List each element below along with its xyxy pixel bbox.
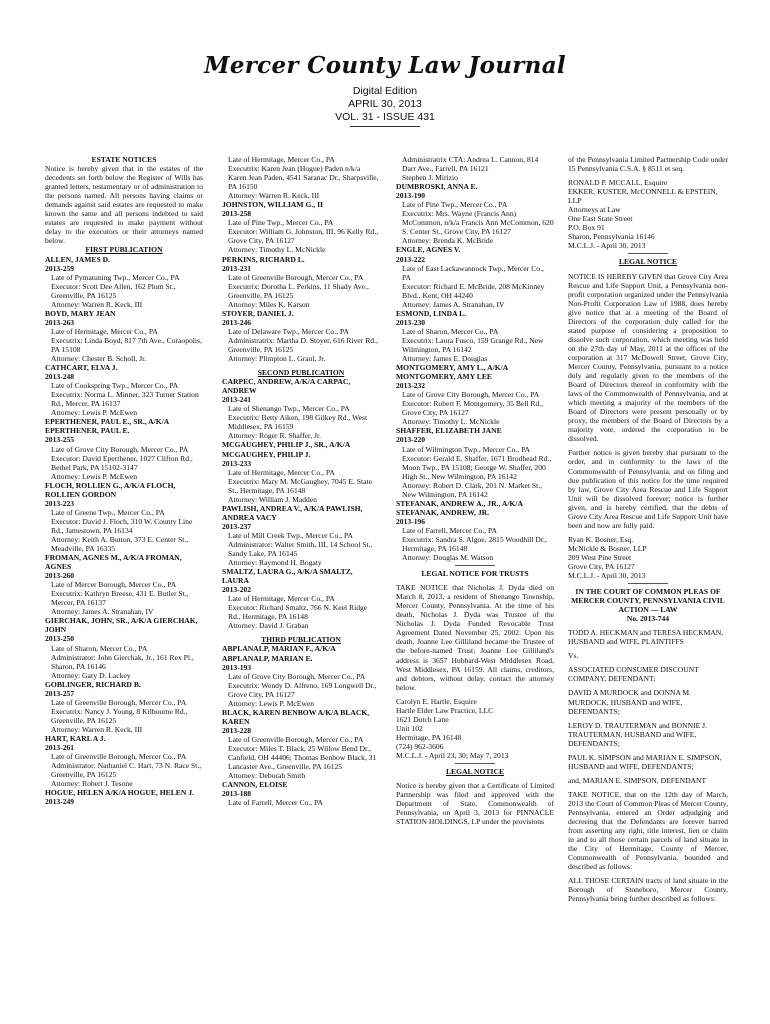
- notice-line: Ryan K. Bosner, Esq.: [568, 534, 634, 544]
- estate-name: 2013-231: [222, 263, 252, 273]
- estate-detail: Executor: Richard Smaltz, 766 N. Keel Ridge Rd., Hermitage, PA 16148: [228, 603, 368, 622]
- estate-name: 2013-190: [396, 191, 426, 201]
- estate-name: EPERTHENER, PAUL E., SR., A/K/A EPERTHENER, PAUL E.: [45, 417, 169, 436]
- notice-line: One East State Street: [568, 214, 633, 224]
- estate-detail: Late of Pine Twp., Mercer Co., PA: [228, 218, 334, 228]
- estate-name: 2013-196: [396, 516, 426, 526]
- estate-name: 2013-232: [396, 381, 426, 391]
- notice-line: Unit 102: [396, 723, 423, 733]
- notice-line: McNickle & Bosner, LLP: [568, 543, 647, 553]
- estate-detail: Executrix: Betty Aiken, 198 Gilkey Rd., West Middlesex, PA 16159: [228, 413, 368, 432]
- estate-detail: Attorney: Warren R. Keck, III: [51, 724, 143, 734]
- notice-line: M.C.L.J. - April 30, 2013: [568, 241, 646, 251]
- notice-line: RONALD P. MCCALL, Esquire: [568, 178, 668, 188]
- estate-detail: Executrix: Dorotha L. Perkins, 11 Shady Ave., Greenville, PA 16125: [228, 281, 369, 300]
- section-heading-text: LEGAL NOTICE: [618, 257, 678, 267]
- masthead: [0, 52, 770, 127]
- estate-name: BLACK, KAREN BENBOW A/K/A BLACK, KAREN: [222, 707, 370, 726]
- section-heading: [568, 257, 728, 266]
- estate-name: 2013-263: [45, 317, 75, 327]
- estate-detail: Late of Pine Twp., Mercer Co., PA: [402, 200, 508, 210]
- estate-detail: Attorney: Robert D. Clark, 201 N. Market St., New Wilmington, PA 16142: [402, 480, 543, 499]
- estate-name: SMALTZ, LAURA G., A/K/A SMALTZ, LAURA: [222, 567, 353, 586]
- estate-detail: Executor: David J. Floch, 310 W. County Line Rd., Jamestown, PA 16134: [51, 516, 193, 535]
- estate-detail: Attorney: Gary D. Lackey: [51, 670, 131, 680]
- estate-detail: Attorney: Chester B. Scholl, Jr.: [51, 354, 147, 364]
- notice-line: PAUL K. SIMPSON and MARIAN E. SIMPSON, HUSBAND and WIFE, DEFENDANTS;: [568, 752, 722, 771]
- estate-name: PERKINS, RICHARD L.: [222, 254, 305, 264]
- estate-detail: Late of Sharon, Mercer Co., PA: [51, 643, 148, 653]
- estate-detail: Late of Grove City Borough, Mercer Co., PA: [51, 444, 189, 454]
- estate-detail: Attorney: Roger R. Shaffer, Jr.: [228, 431, 321, 441]
- notice-line: M.C.L.J. - April 30, 2013: [568, 571, 646, 581]
- estate-detail: Attorney: Deborah Smith: [228, 771, 306, 781]
- estate-detail: Late of Greenville Borough, Mercer Co., PA: [51, 697, 187, 707]
- estate-detail: Attorney: James A. Stranahan, IV: [402, 299, 505, 309]
- estate-detail: Attorney: Miles K. Karson: [228, 299, 310, 309]
- estate-detail: Late of Greenville Borough, Mercer Co., PA: [228, 734, 364, 744]
- notice-line: Hartle Elder Law Practice, LLC: [396, 705, 494, 715]
- estate-detail: Executor: Richard E. McBride, 208 McKinney Blvd., Kent, OH 44240: [402, 281, 545, 300]
- estate-detail: Attorney: Robert J. Tesone: [51, 779, 133, 789]
- estate-name: DUMBROSKI, ANNA E.: [396, 182, 478, 192]
- notice-paragraph: Further notice is given hereby that pursuant to the order, and in conformity to the laws of the Commonwealth of Pennsylvania, and on filing and due publication of this notice for the time required by law, Grove City Area Rescue and Life Support Unit will be dissolved forever; notice is further given, and is hereby certified, that the debts of Grove City Area Rescue and Life Support Unit have been and now are fully paid.: [568, 448, 728, 530]
- issue-date: APRIL 30, 2013: [348, 98, 422, 110]
- column-1: [45, 155, 203, 1021]
- estate-detail: Late of Wilmington Twp., Mercer Co., PA: [402, 444, 531, 454]
- estate-name: PAWLISH, ANDREA V., A/K/A PAWLISH, ANDREA VACY: [222, 503, 363, 522]
- estate-detail: Executor: Gerald E. Shaffer, 1671 Brodhead Rd., Moon Twp., PA 15108; George W. Shaffer, 200 High St., New Wilmington, PA 16142: [402, 453, 552, 481]
- estate-detail: Executrix: Mrs. Wayne (Francis Ann) McCommon, n/k/a Francis Ann McCommon, 620 S. Center St., Grove City, PA 16127: [402, 209, 554, 237]
- estate-detail: Late of Delaware Twp., Mercer Co., PA: [228, 326, 349, 336]
- notice-line: TODD A. HECKMAN and TERESA HECKMAN, HUSBAND and WIFE, PLAINTIFFS: [568, 628, 724, 647]
- notice-paragraph: Notice is hereby given that in the estates of the decedents set forth below the Register of Wills has granted letters, testamentary or of administration to the persons named. All persons having claims or demands against said estates are requested to make known the same and all persons indebted to said estates are requested to make payment without delay to the executors or their attorneys named below.: [45, 164, 203, 246]
- section-heading-text: LEGAL NOTICE: [445, 767, 505, 777]
- estate-detail: Attorney: Lewis P. McEwen: [51, 471, 138, 481]
- notice-paragraph: of the Pennsylvania Limited Partnership Code under 15 Pennsylvania C.S.A. § 8511 et seq.: [568, 155, 728, 174]
- section-heading-text: FIRST PUBLICATION: [85, 245, 163, 255]
- estate-name: 2013-249: [45, 797, 75, 807]
- column-4: [568, 155, 728, 1021]
- estate-name: 2013-237: [222, 521, 252, 531]
- estate-detail: Attorney: James E. Douglas: [402, 354, 488, 364]
- edition-label: Digital Edition: [352, 85, 418, 97]
- estate-detail: Executrix: Karen Jean (Hogue) Paden n/k/a Karen Jean Paden, 4541 Saranac Dr., Sharpsville, PA 16150: [228, 164, 379, 192]
- estate-name: CATHCART, ELVA J.: [45, 363, 118, 373]
- estate-detail: Late of Hermitage, Mercer Co., PA: [228, 155, 335, 164]
- estate-name: FLOCH, ROLLIEN G., A/K/A FLOCH, ROLLIEN GORDON: [45, 480, 176, 499]
- estate-name: ALLEN, JAMES D.: [45, 254, 110, 264]
- estate-detail: Attorney: Brenda K. McBride: [402, 236, 494, 246]
- section-heading: [396, 767, 554, 776]
- notice-line: 1621 Dutch Lane: [396, 714, 449, 724]
- estate-name: ENGLE, AGNES V.: [396, 245, 461, 255]
- estate-name: BOYD, MARY JEAN: [45, 308, 116, 318]
- estate-name: 2013-220: [396, 435, 426, 445]
- notice-line: EKKER, KUSTER, McCONNELL & EPSTEIN, LLP: [568, 187, 718, 206]
- estate-name: HART, KARL A J.: [45, 734, 106, 743]
- estate-detail: Late of Pymatuning Twp., Mercer Co., PA: [51, 272, 180, 282]
- notice-line: LEROY D. TRAUTERMAN and BONNIE J. TRAUTERMAN, HUSBAND and WIFE, DEFENDANTS;: [568, 720, 708, 748]
- estate-name: 2013-202: [222, 585, 252, 595]
- estate-name: MONTGOMERY, AMY L., A/K/A MONTGOMERY, AMY LEE: [396, 363, 508, 382]
- estate-name: 2013-241: [222, 395, 252, 405]
- section-heading: [222, 635, 380, 644]
- estate-name: 2013-250: [45, 634, 75, 644]
- estate-name: 2013-222: [396, 254, 426, 264]
- estate-detail: Attorney: Keith A. Button, 373 E. Center St., Meadville, PA 16335: [51, 534, 189, 554]
- estate-detail: Attorney: Timothy L. McNickle: [402, 417, 500, 427]
- estate-detail: Executor: Scott Dee Allen, 162 Plum St., Greenville, PA 16125: [51, 281, 176, 300]
- estate-detail: Attorney: Warren R. Keck, III: [228, 191, 320, 201]
- column-3: [396, 155, 554, 1021]
- estate-detail: Executrix: Sandra S. Algoe, 2815 Woodhill Dr., Hermitage, PA 16148: [402, 534, 547, 554]
- estate-detail: Attorney: James A. Stranahan, IV: [51, 607, 154, 617]
- estate-detail: Late of Farrell, Mercer Co., PA: [228, 798, 324, 808]
- section-heading-text: SECOND PUBLICATION: [257, 368, 345, 378]
- estate-name: 2013-259: [45, 263, 75, 273]
- section-heading: [45, 245, 203, 254]
- notice-line: P.O. Box 91: [568, 223, 605, 233]
- section-heading: ESTATE NOTICES: [91, 155, 157, 164]
- notice-paragraph: NOTICE IS HEREBY GIVEN that Grove City Area Rescue and Life Support Unit, a Pennsylvania non-profit corporation organized under the Pennsylvania Non-Profit Corporation Law of 1988, does hereby give notice that at a meeting of the Board of Directors of the corporation duly called for the stated purpose of considering a proposition to dissolve such corporation, which meeting was held on the 27th day of May, 2011 at the offices of the corporation at 317 McDowell Street, Grove City, Mercer County, Pennsylvania, pursuant to a notice duly and regularly given to the members of the Board of Directors thereof in conformity with the laws of the Commonwealth of Pennsylvania, and at which meeting a majority of the members of the Board of Directors were present personally or by proxy, the members of the Board of Directors by a majority vote, ordered the corporation to be dissolved.: [568, 271, 728, 444]
- estate-detail: Executor: Robert F. Montgomery, 35 Bell Rd., Grove City, PA 16127: [402, 399, 544, 418]
- estate-detail: Late of East Lackawannock Twp., Mercer Co., PA: [402, 263, 544, 282]
- column-2: [222, 155, 380, 1021]
- estate-detail: Late of Hermitage, Mercer Co., PA: [228, 467, 335, 477]
- estate-name: JOHNSTON, WILLIAM G., II: [222, 200, 323, 210]
- estate-detail: Late of Cookspring Twp., Mercer Co., PA: [51, 381, 179, 391]
- estate-detail: Late of Greenville Borough, Mercer Co., PA: [228, 272, 364, 282]
- estate-name: CANNON, ELOISE: [222, 780, 288, 790]
- estate-detail: Attorney: Douglas M. Watson: [402, 553, 494, 563]
- estate-name: 2013-188: [222, 789, 252, 799]
- estate-detail: Executrix: Laura Fusco, 159 Grange Rd., New Wilmington, PA 16142: [402, 335, 544, 354]
- publication-title: Mercer County Law Journal: [204, 52, 566, 79]
- notice-line: Grove City, PA 16127: [568, 561, 635, 571]
- estate-detail: Late of Greene Twp., Mercer Co., PA: [51, 507, 165, 517]
- notice-paragraph: Notice is hereby given that a Certificate of Limited Partnership was filed and approved with the Department of State, Commonwealth of Pennsylvania, on April 3, 2013 for PINNACLE STATION HOLDINGS, LP under the provisions: [396, 781, 554, 827]
- estate-detail: Late of Sharon, Mercer Co., PA: [402, 326, 499, 336]
- notice-line: M.C.L.J. - April 23, 30; May 7, 2013: [396, 751, 509, 760]
- estate-name: HOGUE, HELEN A/K/A HOGUE, HELEN J.: [45, 788, 194, 798]
- estate-detail: Late of Grove City Borough, Mercer Co., PA: [228, 671, 366, 681]
- estate-name: 2013-258: [222, 209, 252, 219]
- estate-detail: Late of Greenville Borough, Mercer Co., PA: [51, 752, 187, 762]
- section-divider: [628, 253, 668, 254]
- court-caption: IN THE COURT OF COMMON PLEAS OF MERCER COUNTY, PENNSYLVANIA CIVIL ACTION — LAW: [571, 587, 725, 615]
- estate-detail: Late of Grove City Borough, Mercer Co., PA: [402, 390, 540, 400]
- estate-detail: Administrator: Nathaniel C. Hart, 73 N. Race St., Greenville, PA 16125: [51, 761, 202, 780]
- notice-paragraph: TAKE NOTICE, that on the 12th day of March, 2013 the Court of Common Pleas of Mercer County, Pennsylvania, entered an Order adjudging and decreeing that the Defendants are forever barred from asserting any right, title interest, lien or claim in and to all those certain parcels of land situate in the City of Hermitage, County of Mercer, Commonwealth of Pennsylvania, bounded and described as follows:: [568, 789, 728, 872]
- estate-detail: Attorney: David J. Graban: [228, 621, 309, 631]
- notice-line: Hermitage, PA 16148: [396, 732, 462, 742]
- section-heading: LEGAL NOTICE FOR TRUSTS: [421, 569, 529, 579]
- notice-line: ASSOCIATED CONSUMER DISCOUNT COMPANY, DEFENDANT;: [568, 665, 699, 684]
- estate-detail: Late of Hermitage, Mercer Co., PA: [51, 326, 158, 336]
- estate-name: 2013-230: [396, 317, 426, 327]
- notice-line: Carolyn E. Hartle, Esquire: [396, 696, 477, 706]
- notice-line: Sharon, Pennsylvania 16146: [568, 232, 655, 242]
- estate-detail: Attorney: William J. Madden: [228, 494, 317, 504]
- estate-detail: Administratrix: Martha D. Stoyer, 616 River Rd., Greenville, PA 16125: [228, 335, 378, 354]
- estate-detail: Attorney: Plimpton L. Graul, Jr.: [228, 354, 326, 364]
- estate-detail: Executor: Miles T. Black, 25 Willow Bend Dr., Canfield, OH 44406; Thomas Benbow Black, 31 Lancaster Ave., Greenville, PA 16125: [228, 744, 377, 772]
- section-heading: [222, 368, 380, 377]
- masthead-divider: [350, 126, 420, 127]
- notice-line: (724) 962-3606: [396, 741, 444, 751]
- estate-name: 2013-246: [222, 317, 252, 327]
- estate-detail: Late of Shenango Twp., Mercer Co., PA: [228, 404, 350, 414]
- estate-name: 2013-233: [222, 458, 252, 468]
- estate-name: STEFANAK, ANDREW A., JR., A/K/A STEFANAK, ANDREW, JR.: [396, 498, 523, 517]
- estate-name: 2013-260: [45, 571, 75, 581]
- estate-name: FROMAN, AGNES M., A/K/A FROMAN, AGNES: [45, 553, 182, 572]
- estate-detail: Attorney: Timothy L. McNickle: [228, 245, 326, 255]
- notice-line: Attorneys at Law: [568, 205, 621, 215]
- section-divider: [455, 763, 495, 764]
- estate-detail: Executor: David Eperthener, 1027 Clifton Rd., Bethel Park, PA 15102-3147: [51, 453, 193, 472]
- estate-detail: Late of Mill Creek Twp., Mercer Co., PA: [228, 530, 353, 540]
- estate-detail: Attorney: Lewis P. McEwen: [228, 698, 315, 708]
- estate-name: MCGAUGHEY, PHILIP J., SR., A/K/A MCGAUGHEY, PHILIP J.: [222, 440, 350, 459]
- court-caption: No. 2013-744: [626, 614, 670, 624]
- estate-detail: Stephen J. Mirizio: [402, 173, 458, 183]
- estate-detail: Executrix: Linda Boyd, 817 7th Ave., Coraopolis, PA 15108: [51, 335, 202, 354]
- notice-paragraph: TAKE NOTICE that Nicholas J. Dyda died on March 8, 2013, a resident of Shenango Township, Mercer County, Pennsylvania. At the time of his death, Nicholas J. Dyda was Trustee of the Nicholas J. Dyda Funded Revocable Trust Agreement Dated November 25, 2002. Upon his death, Joanne Lee Gilliland became the Trustee of the before-named Trust; Joanne Lee Gilliland's address is 3657 Hubbard-West Middlesex Road, West Middlesex, PA 16159. All claims, creditors, and debtors, without delay, contact the attorney below.: [396, 583, 554, 692]
- estate-detail: Executrix: Nancy J. Young, 8 Kilbourne Rd., Greenville, PA 16125: [51, 706, 188, 725]
- estate-name: STOYER, DANIEL J.: [222, 308, 294, 318]
- estate-detail: Attorney: Lewis P. McEwen: [51, 408, 138, 418]
- estate-detail: Administrator: Walter Smith, III, 14 School St., Sandy Lake, PA 16145: [228, 539, 373, 559]
- estate-name: GOBLINGER, RICHARD B.: [45, 679, 141, 689]
- estate-detail: Executor: William G. Johnston, III, 96 Kelly Rd., Grove City, PA 16127: [228, 227, 379, 246]
- notice-line: 209 West Pine Street: [568, 552, 632, 562]
- estate-name: 2013-228: [222, 725, 252, 735]
- estate-name: ABPLANALP, MARIAN F., A/K/A ABPLANALP, MARIAN E.: [222, 644, 336, 663]
- estate-detail: Attorney: Warren R. Keck, III: [51, 299, 143, 309]
- estate-detail: Executrix: Wendy D. Alfreno, 169 Longwell Dr., Grove City, PA 16127: [228, 680, 377, 699]
- estate-name: SHAFFER, ELIZABETH JANE: [396, 426, 502, 436]
- notice-line: DAVID A MURDOCK and DONNA M. MURDOCK, HUSBAND and WIFE, DEFENDANTS;: [568, 688, 692, 716]
- estate-detail: Executrix: Kathryn Breese, 431 E. Butler St., Mercer, PA 16137: [51, 589, 189, 608]
- estate-name: 2013-248: [45, 372, 75, 382]
- estate-name: 2013-255: [45, 435, 75, 445]
- estate-name: GIERCHAK, JOHN, SR., A/K/A GIERCHAK, JOHN: [45, 616, 198, 635]
- volume-issue: VOL. 31 - ISSUE 431: [335, 111, 435, 123]
- notice-paragraph: ALL THOSE CERTAIN tracts of land situate in the Borough of Stoneboro, Mercer County, Pennsylvania being further described as follows:: [568, 876, 728, 904]
- estate-detail: Administratrix CTA: Andrea L. Cannon, 814 Darr Ave., Farrell, PA 16121: [402, 155, 539, 174]
- section-divider: [628, 583, 668, 584]
- estate-detail: Late of Mercer Borough, Mercer Co., PA: [51, 580, 177, 590]
- estate-name: CARPEC, ANDREW, A/K/A CARPAC, ANDREW: [222, 377, 351, 396]
- estate-detail: Executrix: Norma L. Minner, 323 Turner Station Rd., Mercer, PA 16137: [51, 390, 199, 409]
- estate-detail: Executrix: Mary M. McGaughey, 7045 E. State St., Hermitage, PA 16148: [228, 476, 372, 495]
- estate-detail: Attorney: Raymond H. Bogaty: [228, 558, 322, 568]
- estate-name: 2013-193: [222, 662, 252, 672]
- estate-detail: Late of Hermitage, Mercer Co., PA: [228, 594, 335, 604]
- section-heading-text: THIRD PUBLICATION: [261, 635, 341, 645]
- estate-detail: Administrator: John Gierchak, Jr., 161 Rex Pl., Sharon, PA 16146: [51, 652, 194, 671]
- estate-name: ESMOND, LINDA L.: [396, 308, 467, 318]
- notice-line: and, MARIAN E. SIMPSON, DEFENDANT: [568, 775, 707, 785]
- notice-line: Vs.: [568, 651, 579, 661]
- section-divider: [455, 565, 495, 566]
- estate-name: 2013-223: [45, 498, 75, 508]
- estate-name: 2013-261: [45, 743, 75, 753]
- estate-name: 2013-257: [45, 688, 75, 698]
- estate-detail: Late of Farrell, Mercer Co., PA: [402, 525, 498, 535]
